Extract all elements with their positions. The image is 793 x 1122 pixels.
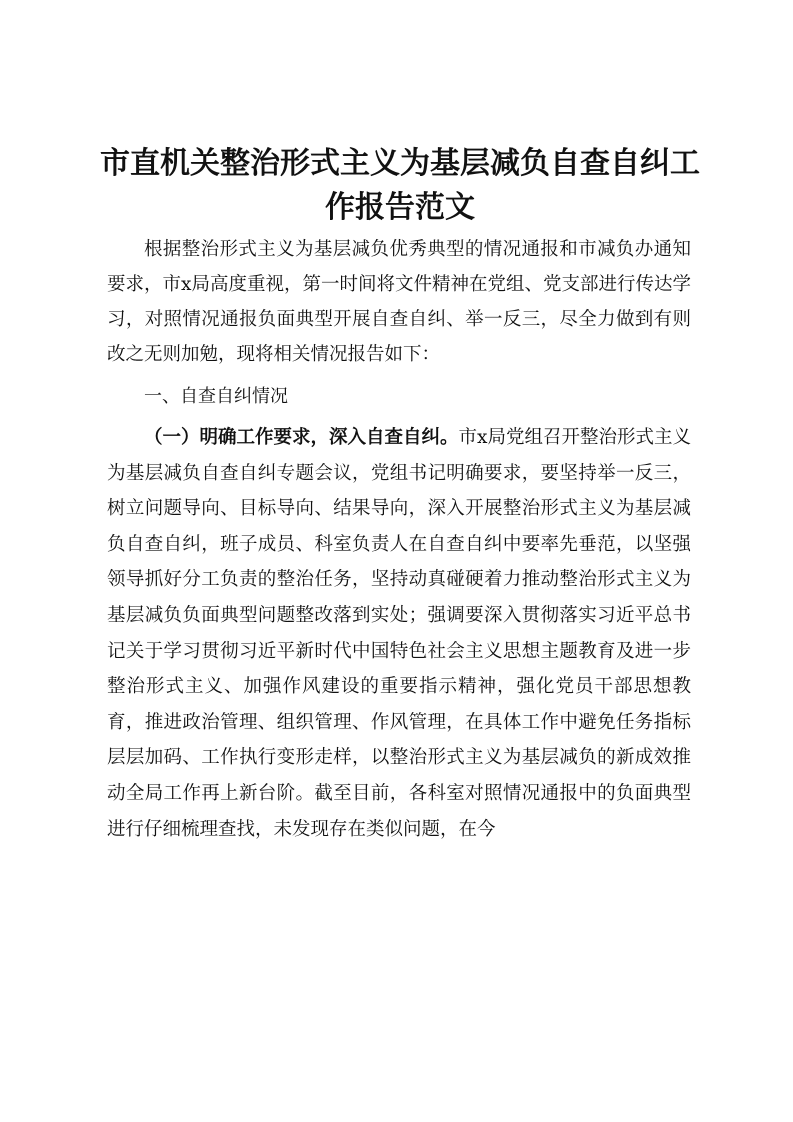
- intro-paragraph: 根据整治形式主义为基层减负优秀典型的情况通报和市减负办通知要求，市x局高度重视，第一时间将文件精神在党组、党支部进行传达学习，对照情况通报负面典型开展自查自纠、举一反三，尽全力做到有则改之无则加勉，现将相关情况报告如下：: [107, 239, 691, 365]
- subsection-body: 市x局党组召开整治形式主义为基层减负自查自纠专题会议，党组书记明确要求，要坚持举一反三，树立问题导向、目标导向、结果导向，深入开展整治形式主义为基层减负自查自纠，班子成员、科室负责人在自查自纠中要率先垂范，以坚强领导抓好分工负责的整治任务，坚持动真碰硬着力推动整治形式主义为基层减负负面典型问题整改落到实处；强调要深入贯彻落实习近平总书记关于学习贯彻习近平新时代中国特色社会主义思想主题教育及进一步整治形式主义、加强作风建设的重要指示精神，强化党员干部思想教育，推进政治管理、组织管理、作风管理，在具体工作中避免任务指标层层加码、工作执行变形走样，以整治形式主义为基层减负的新成效推动全局工作再上新台阶。截至目前，各科室对照情况通报中的负面典型进行仔细梳理查找，未发现存在类似问题，在今: [107, 427, 691, 840]
- subsection-paragraph: [107, 420, 691, 847]
- section-heading: 一、自查自纠情况: [144, 386, 288, 407]
- subsection-heading: （一）明确工作要求，深入自查自纠。: [144, 427, 459, 448]
- document-title: 市直机关整治形式主义为基层减负自查自纠工作报告范文: [100, 146, 700, 225]
